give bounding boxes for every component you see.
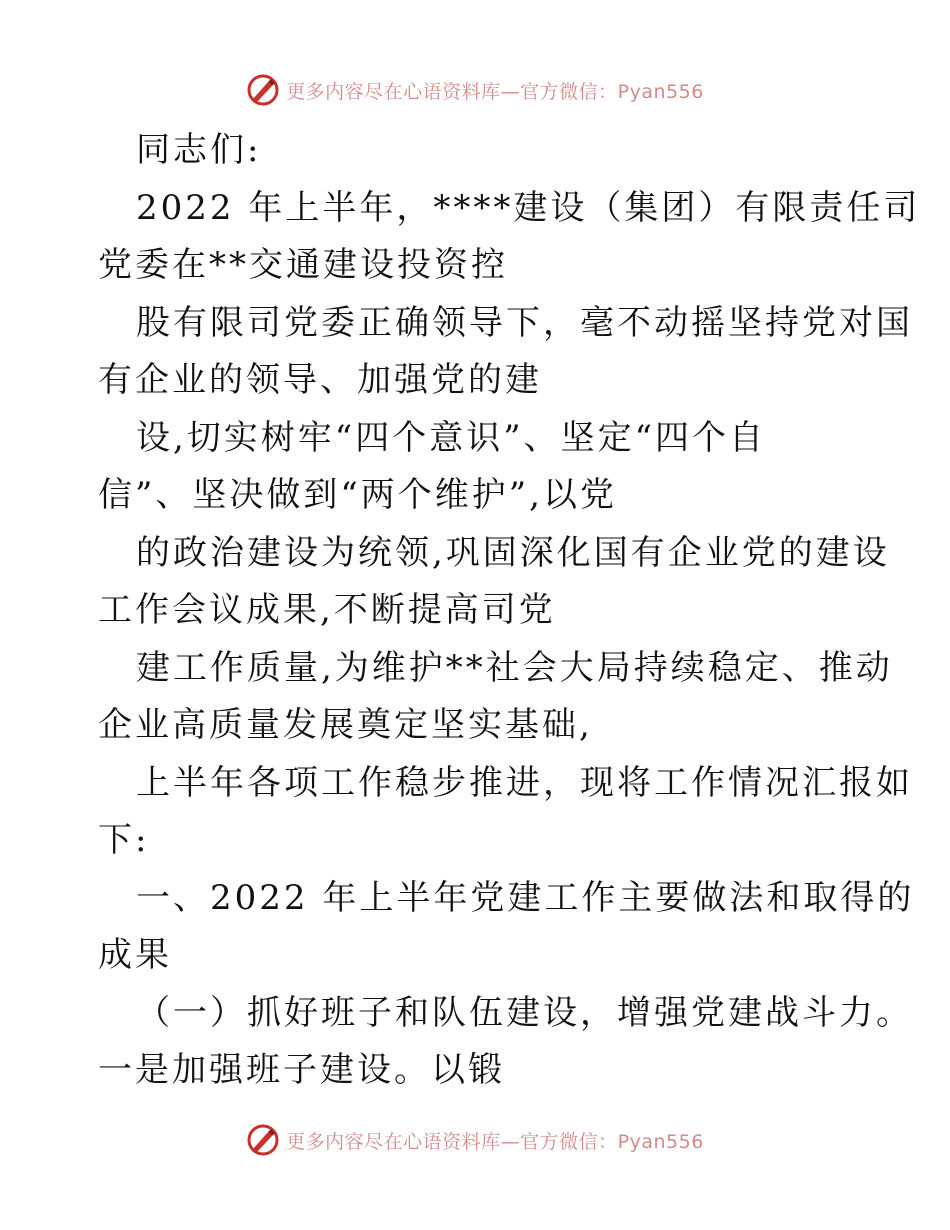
- pen-logo-icon: [246, 73, 280, 107]
- paragraph-line: 设,切实树牢“四个意识”、坚定“四个自: [136, 418, 766, 458]
- paragraph-line: 有企业的领导、加强党的建: [98, 360, 542, 400]
- paragraph-line: 信”、坚决做到“两个维护”,以党: [98, 475, 617, 515]
- footer-watermark-banner: [0, 1120, 950, 1160]
- paragraph-line: 企业高质量发展奠定坚实基础,: [98, 705, 593, 745]
- paragraph-line: 2022 年上半年，****建设（集团）有限责任司: [136, 188, 921, 228]
- paragraph-line: 下:: [98, 820, 150, 860]
- header-watermark-banner: [0, 70, 950, 110]
- paragraph-line: 的政治建设为统领,巩固深化国有企业党的建设: [136, 533, 890, 573]
- header-watermark-text: 更多内容尽在心语资料库—官方微信：Pyan556: [286, 80, 704, 103]
- salutation: 同志们:: [136, 130, 262, 170]
- pen-logo-icon: [246, 1123, 280, 1157]
- paragraph-line: 股有限司党委正确领导下，毫不动摇坚持党对国: [136, 303, 913, 343]
- paragraph-line: 工作会议成果,不断提高司党: [98, 590, 556, 630]
- section-heading: 一、2022 年上半年党建工作主要做法和取得的: [136, 878, 915, 918]
- footer-watermark-text: 更多内容尽在心语资料库—官方微信：Pyan556: [286, 1130, 704, 1153]
- subsection-heading: （一）抓好班子和队伍建设，增强党建战斗力。: [136, 993, 913, 1033]
- paragraph-line: 建工作质量,为维护**社会大局持续稳定、推动: [136, 648, 893, 688]
- paragraph-line: 党委在**交通建设投资控: [98, 245, 508, 285]
- paragraph-line: 一是加强班子建设。以锻: [98, 1050, 505, 1090]
- paragraph-line: 上半年各项工作稳步推进，现将工作情况汇报如: [136, 763, 913, 803]
- section-heading: 成果: [98, 935, 172, 975]
